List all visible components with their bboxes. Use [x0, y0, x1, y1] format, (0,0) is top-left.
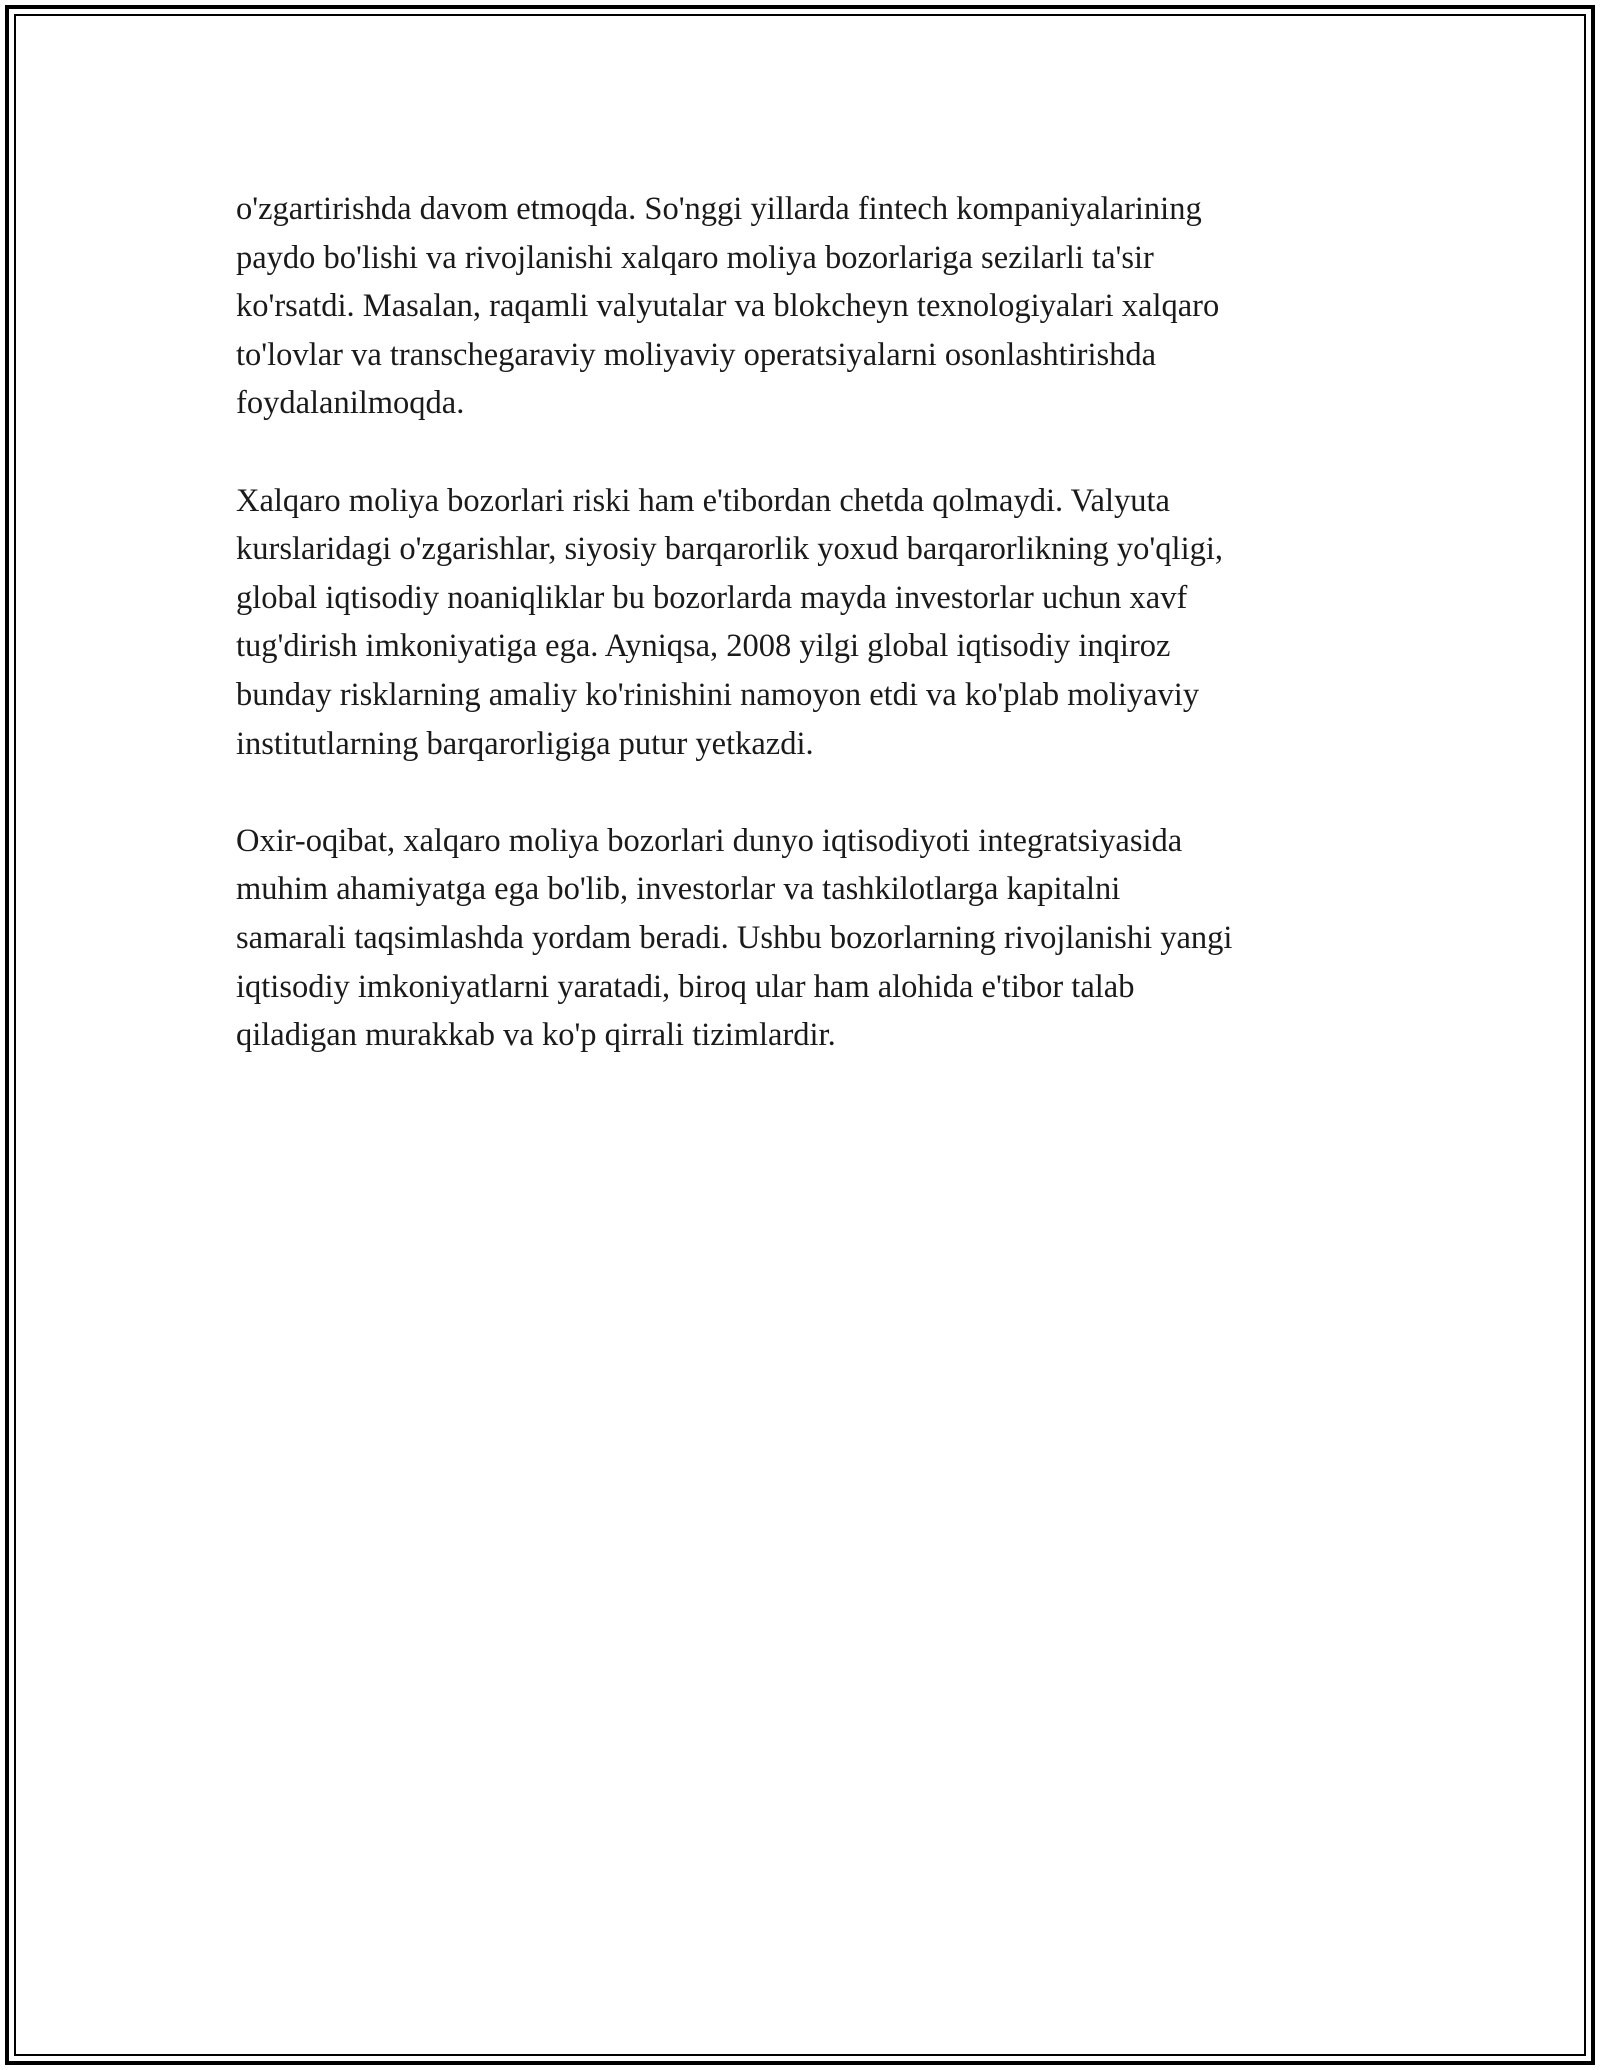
- paragraph-3: [236, 817, 1371, 1060]
- text-line: iqtisodiy imkoniyatlarni yaratadi, biroq ular ham alohida e'tibor talab: [236, 968, 1135, 1005]
- text-line: ko'rsatdi. Masalan, raqamli valyutalar va blokcheyn texnologiyalari xalqaro: [236, 288, 1220, 325]
- text-line: samarali taqsimlashda yordam beradi. Ushbu bozorlarning rivojlanishi yangi: [236, 919, 1233, 956]
- text-line: to'lovlar va transchegaraviy moliyaviy operatsiyalarni osonlashtirishda: [236, 336, 1157, 373]
- text-line: tug'dirish imkoniyatiga ega. Ayniqsa, 2008 yilgi global iqtisodiy inqiroz: [236, 628, 1171, 665]
- text-line: muhim ahamiyatga ega bo'lib, investorlar va tashkilotlarga kapitalni: [236, 871, 1121, 908]
- document-body: [236, 185, 1371, 1108]
- text-line: o'zgartirishda davom etmoqda. So'nggi yillarda fintech kompaniyalarining: [236, 191, 1202, 227]
- text-line: institutlarning barqarorligiga putur yetkazdi.: [236, 725, 814, 762]
- paragraph-1: [236, 185, 1371, 428]
- text-line: paydo bo'lishi va rivojlanishi xalqaro moliya bozorlariga sezilarli ta'sir: [236, 239, 1154, 276]
- text-line: Oxir-oqibat, xalqaro moliya bozorlari dunyo iqtisodiyoti integratsiyasida: [236, 822, 1183, 859]
- text-line: kurslaridagi o'zgarishlar, siyosiy barqarorlik yoxud barqarorlikning yo'qligi,: [236, 531, 1223, 568]
- text-line: Xalqaro moliya bozorlari riski ham e'tibordan chetda qolmaydi. Valyuta: [236, 482, 1170, 519]
- text-line: qiladigan murakkab va ko'p qirrali tizimlardir.: [236, 1017, 836, 1054]
- paragraph-2: [236, 477, 1371, 769]
- text-line: bunday risklarning amaliy ko'rinishini namoyon etdi va ko'plab moliyaviy: [236, 676, 1200, 713]
- text-line: foydalanilmoqda.: [236, 385, 465, 422]
- text-line: global iqtisodiy noaniqliklar bu bozorlarda mayda investorlar uchun xavf: [236, 579, 1188, 616]
